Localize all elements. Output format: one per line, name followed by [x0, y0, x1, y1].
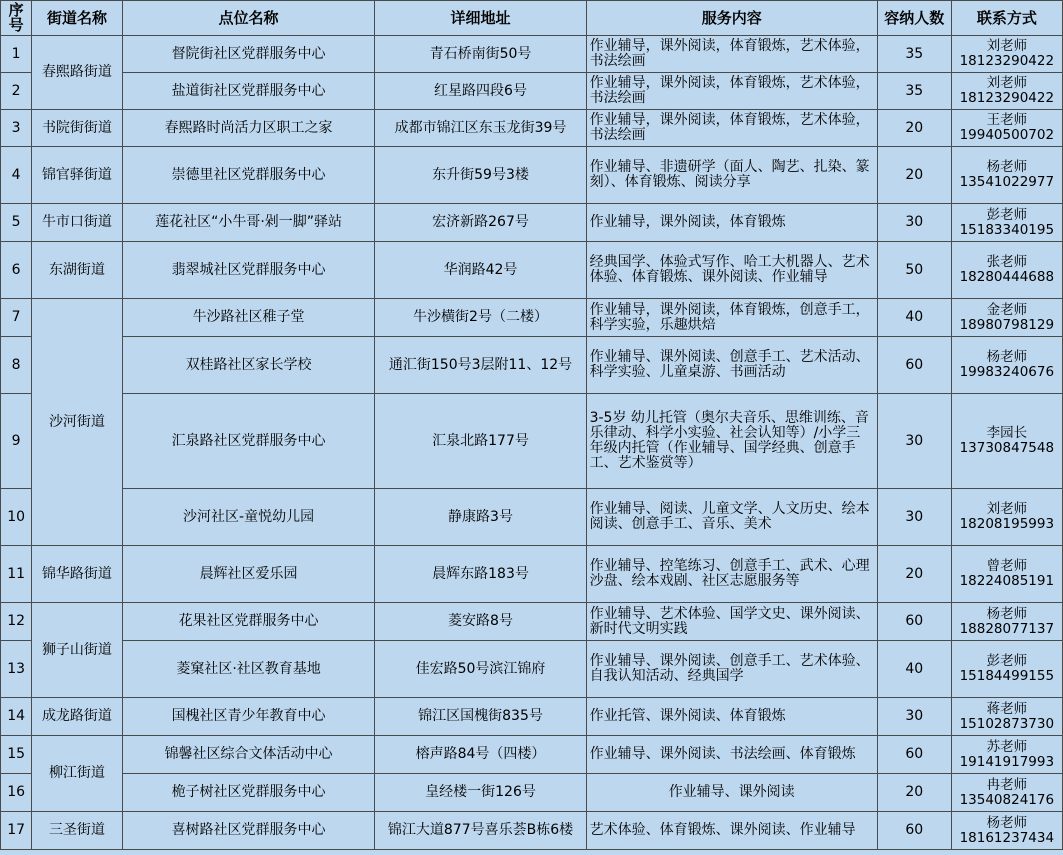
contact-name: 蒋老师	[986, 700, 1028, 717]
contact-name: 彭老师	[986, 206, 1028, 223]
table-row	[1, 546, 1063, 603]
contact-phone: 15102873730	[959, 715, 1055, 732]
contact	[951, 36, 1062, 73]
table-row	[1, 394, 1063, 489]
contact-phone: 18828077137	[959, 620, 1055, 637]
header-service: 服务内容	[586, 1, 877, 36]
capacity: 20	[877, 774, 951, 812]
contact-phone: 19940500702	[959, 127, 1055, 143]
table-row	[1, 337, 1063, 394]
contact-name: 王老师	[986, 112, 1028, 128]
capacity: 30	[877, 394, 951, 489]
contact	[951, 603, 1062, 641]
street-name: 书院街街道	[32, 110, 122, 147]
point-name: 喜树路社区党群服务中心	[122, 812, 375, 850]
point-name: 晨辉社区爱乐园	[122, 546, 375, 603]
table-row	[1, 603, 1063, 641]
contact	[951, 489, 1062, 546]
contact-phone: 13541022977	[959, 174, 1055, 190]
table-row	[1, 489, 1063, 546]
contact	[951, 812, 1062, 850]
capacity: 35	[877, 36, 951, 73]
capacity: 60	[877, 812, 951, 850]
contact-phone: 13540824176	[959, 791, 1055, 808]
contact-name: 刘老师	[986, 75, 1028, 91]
capacity: 40	[877, 641, 951, 698]
contact	[951, 242, 1062, 299]
table-row	[1, 242, 1063, 299]
header-row	[1, 1, 1063, 36]
point-name: 菱窠社区·社区教育基地	[122, 641, 375, 698]
service-content: 作业托管、课外阅读、体育锻炼	[586, 698, 877, 736]
service-content: 作业辅导，课外阅读，体育锻炼，艺术体验，书法绘画	[586, 73, 877, 110]
address: 锦江大道877号喜乐荟B栋6楼	[375, 812, 586, 850]
point-name: 花果社区党群服务中心	[122, 603, 375, 641]
capacity: 60	[877, 736, 951, 774]
capacity: 40	[877, 299, 951, 337]
capacity: 60	[877, 337, 951, 394]
contact-phone: 18161237434	[959, 829, 1055, 846]
table-row	[1, 641, 1063, 698]
contact	[951, 774, 1062, 812]
service-content: 作业辅导、非遗研学（面人、陶艺、扎染、篆刻）、体育锻炼、阅读分享	[586, 147, 877, 204]
address: 通汇街150号3层附11、12号	[375, 337, 586, 394]
contact-phone: 19141917993	[959, 753, 1055, 770]
capacity: 30	[877, 698, 951, 736]
row-no: 6	[1, 242, 32, 299]
service-content: 艺术体验、体育锻炼、课外阅读、作业辅导	[586, 812, 877, 850]
contact-name: 杨老师	[986, 349, 1028, 365]
street-name: 沙河街道	[32, 299, 122, 546]
header-address: 详细地址	[375, 1, 586, 36]
table-row	[1, 812, 1063, 850]
contact	[951, 394, 1062, 489]
row-no: 4	[1, 147, 32, 204]
service-content: 作业辅导、课外阅读、创意手工、艺术活动、科学实验、儿童桌游、书画活动	[586, 337, 877, 394]
contact-phone: 18280444688	[959, 269, 1055, 285]
contact	[951, 337, 1062, 394]
point-name: 莲花社区“小牛哥·剁一脚”驿站	[122, 204, 375, 242]
address: 静康路3号	[375, 489, 586, 546]
contact	[951, 698, 1062, 736]
capacity: 20	[877, 546, 951, 603]
capacity: 30	[877, 204, 951, 242]
row-no: 1	[1, 36, 32, 73]
service-content: 作业辅导，课外阅读，体育锻炼	[586, 204, 877, 242]
point-name: 国槐社区青少年教育中心	[122, 698, 375, 736]
address: 华润路42号	[375, 242, 586, 299]
address: 成都市锦江区东玉龙街39号	[375, 110, 586, 147]
service-content: 作业辅导、课外阅读、书法绘画、体育锻炼	[586, 736, 877, 774]
contact-phone: 18123290422	[959, 90, 1055, 106]
street-name: 春熙路街道	[32, 36, 122, 110]
row-no: 17	[1, 812, 32, 850]
address: 青石桥南街50号	[375, 36, 586, 73]
street-name: 牛市口街道	[32, 204, 122, 242]
contact	[951, 73, 1062, 110]
table-row	[1, 736, 1063, 774]
street-name: 成龙路街道	[32, 698, 122, 736]
contact-phone: 15183340195	[959, 221, 1055, 238]
address: 榕声路84号（四楼）	[375, 736, 586, 774]
contact	[951, 736, 1062, 774]
capacity: 50	[877, 242, 951, 299]
address: 皇经楼一街126号	[375, 774, 586, 812]
street-name: 三圣街道	[32, 812, 122, 850]
table-row	[1, 299, 1063, 337]
row-no: 8	[1, 337, 32, 394]
contact-name: 彭老师	[986, 653, 1028, 669]
contact-name: 杨老师	[986, 159, 1028, 175]
service-content: 作业辅导、课外阅读	[586, 774, 877, 812]
row-no: 12	[1, 603, 32, 641]
table-row	[1, 698, 1063, 736]
contact-phone: 18123290422	[959, 53, 1055, 69]
row-no: 14	[1, 698, 32, 736]
service-content: 作业辅导、艺术体验、国学文史、课外阅读、新时代文明实践	[586, 603, 877, 641]
contact-name: 刘老师	[986, 38, 1028, 54]
capacity: 20	[877, 147, 951, 204]
service-content: 作业辅导、课外阅读、创意手工、艺术体验、自我认知活动、经典国学	[586, 641, 877, 698]
address: 汇泉北路177号	[375, 394, 586, 489]
address: 锦江区国槐街835号	[375, 698, 586, 736]
header-point-name: 点位名称	[122, 1, 375, 36]
address: 菱安路8号	[375, 603, 586, 641]
contact-name: 苏老师	[986, 738, 1028, 755]
capacity: 20	[877, 110, 951, 147]
contact	[951, 110, 1062, 147]
table-row	[1, 147, 1063, 204]
point-name: 桅子树社区党群服务中心	[122, 774, 375, 812]
row-no: 13	[1, 641, 32, 698]
contact-name: 金老师	[986, 301, 1028, 318]
point-name: 春熙路时尚活力区职工之家	[122, 110, 375, 147]
capacity: 30	[877, 489, 951, 546]
contact	[951, 299, 1062, 337]
point-name: 督院街社区党群服务中心	[122, 36, 375, 73]
point-name: 翡翠城社区党群服务中心	[122, 242, 375, 299]
table-row	[1, 774, 1063, 812]
service-content: 3-5岁 幼儿托管（奥尔夫音乐、思维训练、音乐律动、科学小实验、社会认知等）/小学三年级内托管（作业辅导、国学经典、创意手工、艺术鉴赏等）	[586, 394, 877, 489]
contact-phone: 18224085191	[959, 573, 1055, 589]
contact	[951, 204, 1062, 242]
service-content: 作业辅导，课外阅读，体育锻炼，创意手工，科学实验，乐趣烘焙	[586, 299, 877, 337]
address: 晨辉东路183号	[375, 546, 586, 603]
header-no: 序号	[1, 1, 32, 36]
contact-name: 李园长	[986, 425, 1028, 441]
row-no: 7	[1, 299, 32, 337]
capacity: 35	[877, 73, 951, 110]
street-name: 柳江街道	[32, 736, 122, 812]
row-no: 2	[1, 73, 32, 110]
contact-phone: 18208195993	[959, 516, 1055, 532]
service-content: 作业辅导、控笔练习、创意手工、武术、心理沙盘、绘本戏剧、社区志愿服务等	[586, 546, 877, 603]
street-name: 东湖街道	[32, 242, 122, 299]
contact-name: 刘老师	[986, 501, 1028, 517]
point-name: 汇泉路社区党群服务中心	[122, 394, 375, 489]
header-street: 街道名称	[32, 1, 122, 36]
service-content: 经典国学、体验式写作、哈工大机器人、艺术体验、体育锻炼、课外阅读、作业辅导	[586, 242, 877, 299]
street-name: 狮子山街道	[32, 603, 122, 698]
contact-name: 张老师	[986, 254, 1028, 270]
row-no: 11	[1, 546, 32, 603]
service-content: 作业辅导，课外阅读，体育锻炼，艺术体验，书法绘画	[586, 110, 877, 147]
table-row	[1, 110, 1063, 147]
contact	[951, 641, 1062, 698]
row-no: 5	[1, 204, 32, 242]
contact-name: 冉老师	[986, 776, 1028, 793]
contact-name: 曾老师	[986, 558, 1028, 574]
contact-phone: 19983240676	[959, 364, 1055, 380]
table-row	[1, 36, 1063, 73]
address: 红星路四段6号	[375, 73, 586, 110]
service-content: 作业辅导，课外阅读，体育锻炼，艺术体验，书法绘画	[586, 36, 877, 73]
table-row	[1, 204, 1063, 242]
row-no: 15	[1, 736, 32, 774]
row-no: 9	[1, 394, 32, 489]
address: 宏济新路267号	[375, 204, 586, 242]
point-name: 锦馨社区综合文体活动中心	[122, 736, 375, 774]
contact-name: 杨老师	[986, 814, 1028, 831]
row-no: 3	[1, 110, 32, 147]
point-name: 崇德里社区党群服务中心	[122, 147, 375, 204]
point-name: 双桂路社区家长学校	[122, 337, 375, 394]
point-name: 沙河社区-童悦幼儿园	[122, 489, 375, 546]
contact-name: 杨老师	[986, 605, 1028, 622]
contact	[951, 546, 1062, 603]
row-no: 16	[1, 774, 32, 812]
row-no: 10	[1, 489, 32, 546]
header-contact: 联系方式	[951, 1, 1062, 36]
street-name: 锦官驿街道	[32, 147, 122, 204]
address: 牛沙横街2号（二楼）	[375, 299, 586, 337]
point-name: 牛沙路社区稚子堂	[122, 299, 375, 337]
address: 佳宏路50号滨江锦府	[375, 641, 586, 698]
contact-phone: 13730847548	[959, 440, 1055, 456]
address: 东升街59号3楼	[375, 147, 586, 204]
contact-phone: 18980798129	[959, 316, 1055, 333]
contact-phone: 15184499155	[959, 668, 1055, 684]
capacity: 60	[877, 603, 951, 641]
point-name: 盐道街社区党群服务中心	[122, 73, 375, 110]
table-row	[1, 73, 1063, 110]
service-content: 作业辅导、阅读、儿童文学、人文历史、绘本阅读、创意手工、音乐、美术	[586, 489, 877, 546]
contact	[951, 147, 1062, 204]
header-capacity: 容纳人数	[877, 1, 951, 36]
street-name: 锦华路街道	[32, 546, 122, 603]
